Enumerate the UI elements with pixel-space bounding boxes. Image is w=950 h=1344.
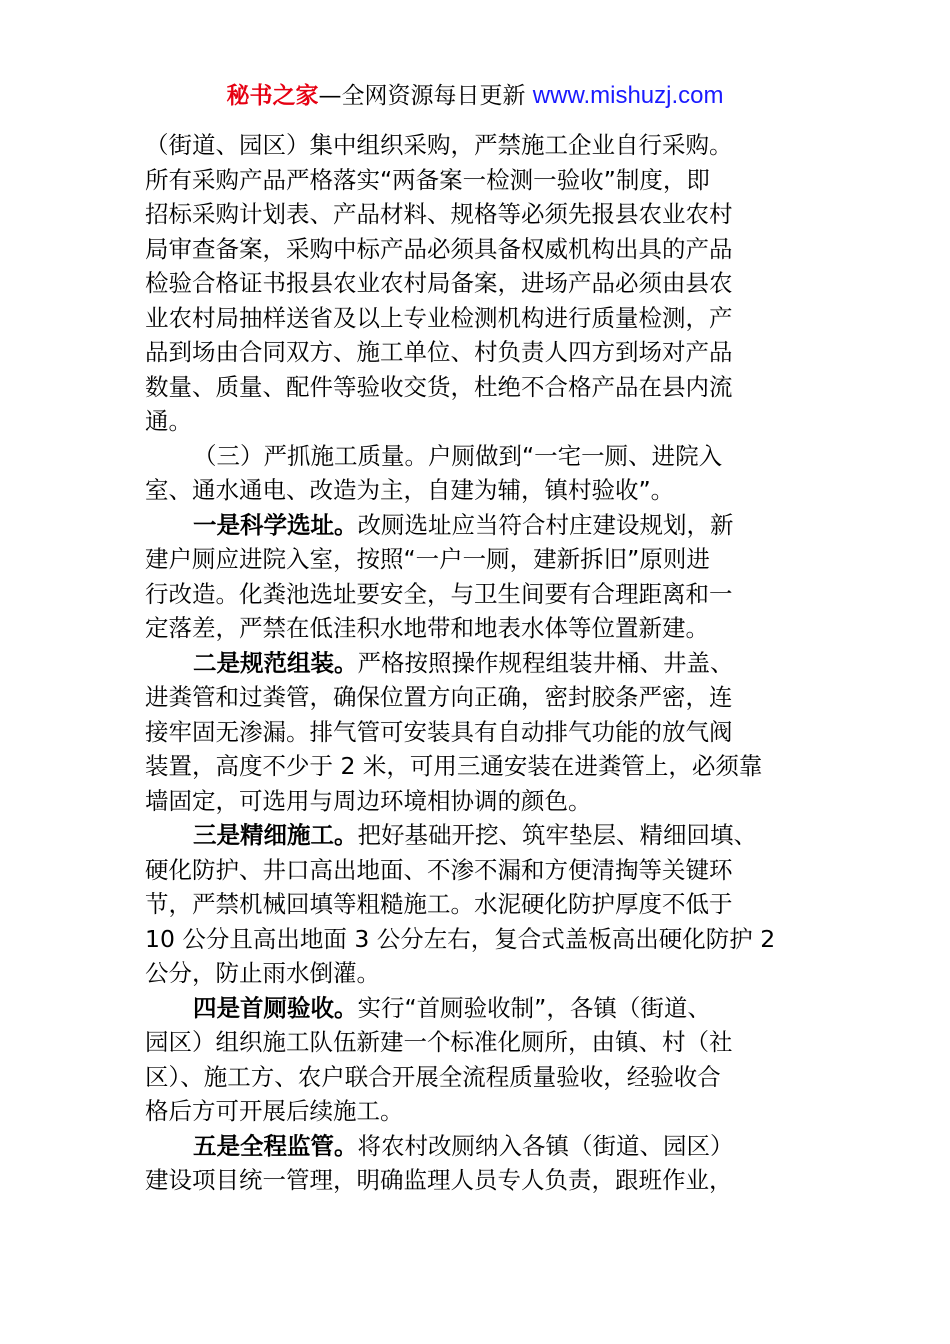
text-line [145, 611, 815, 646]
line-text: 装置，高度不少于 2 米，可用三通安装在进粪管上，必须靠 [145, 752, 763, 780]
line-text: （街道、园区）集中组织采购，严禁施工企业自行采购。 [145, 131, 733, 159]
line-text: （三）严抓施工质量。户厕做到“一宅一厕、进院入 [193, 441, 723, 470]
text-line [145, 128, 815, 163]
line-text: 严格按照操作规程组装井桶、井盖、 [357, 648, 734, 677]
line-text: 格后方可开展后续施工。 [145, 1097, 404, 1125]
page-header [0, 80, 950, 112]
line-text: 行改造。化粪池选址要安全，与卫生间要有合理距离和一 [145, 579, 733, 608]
text-line [145, 301, 815, 336]
text-line [145, 922, 815, 957]
text-line [145, 508, 815, 543]
brand-name: 秘书之家 [226, 83, 319, 109]
line-text: 硬化防护、井口高出地面、不渗不漏和方便清掏等关键环 [145, 855, 733, 884]
line-text: 招标采购计划表、产品材料、规格等必须先报县农业农村 [145, 200, 733, 228]
header-tagline: —全网资源每日更新 [318, 83, 526, 109]
text-line [145, 1060, 815, 1095]
line-text: 把好基础开挖、筑牢垫层、精细回填、 [357, 821, 757, 849]
paragraph-lead: 四是首厕验收。 [193, 993, 358, 1022]
text-line [145, 715, 815, 750]
line-text: 公分，防止雨水倒灌。 [145, 959, 380, 987]
text-line [145, 370, 815, 405]
line-text: 接牢固无渗漏。排气管可安装具有自动排气功能的放气阀 [145, 717, 733, 746]
line-text: 局审查备案，采购中标产品必须具备权威机构出具的产品 [145, 234, 733, 263]
line-text: 10 公分且高出地面 3 公分左右，复合式盖板高出硬化防护 2 [145, 924, 776, 953]
line-text: 通。 [145, 407, 192, 435]
text-line [145, 853, 815, 888]
text-line [145, 1129, 815, 1164]
text-line [145, 439, 815, 474]
line-text: 实行“首厕验收制”，各镇（街道、 [357, 993, 711, 1022]
line-text: 进粪管和过粪管，确保位置方向正确，密封胶条严密，连 [145, 683, 733, 711]
text-line [145, 542, 815, 577]
paragraph-lead: 五是全程监管。 [193, 1131, 358, 1160]
text-line [145, 473, 815, 508]
text-line [145, 404, 815, 439]
text-line [145, 163, 815, 198]
line-text: 节，严禁机械回填等粗糙施工。水泥硬化防护厚度不低于 [145, 890, 733, 918]
line-text: 检验合格证书报县农业农村局备案，进场产品必须由县农 [145, 269, 733, 297]
text-line [145, 818, 815, 853]
text-line [145, 232, 815, 267]
line-text: 建户厕应进院入室，按照“一户一厕，建新拆旧”原则进 [145, 545, 710, 573]
paragraph-lead: 二是规范组装。 [193, 648, 358, 677]
line-text: 将农村改厕纳入各镇（街道、园区） [357, 1131, 734, 1160]
text-line [145, 680, 815, 715]
line-text: 区）、施工方、农户联合开展全流程质量验收，经验收合 [145, 1062, 721, 1091]
line-text: 品到场由合同双方、施工单位、村负责人四方到场对产品 [145, 338, 733, 366]
text-line [145, 266, 815, 301]
site-link[interactable]: www.mishuzj.com [532, 82, 724, 109]
line-text: 业农村局抽样送省及以上专业检测机构进行质量检测，产 [145, 303, 733, 332]
text-line [145, 197, 815, 232]
text-line [145, 1094, 815, 1129]
text-line [145, 956, 815, 991]
line-text: 室、通水通电、改造为主，自建为辅，镇村验收”。 [145, 476, 675, 504]
text-line [145, 991, 815, 1026]
line-text: 建设项目统一管理，明确监理人员专人负责，跟班作业， [145, 1166, 733, 1194]
line-text: 定落差，严禁在低洼积水地带和地表水体等位置新建。 [145, 614, 709, 642]
paragraph-lead: 三是精细施工。 [193, 821, 358, 849]
line-text: 改厕选址应当符合村庄建设规划，新 [357, 510, 734, 539]
text-line [145, 335, 815, 370]
text-line [145, 646, 815, 681]
text-line [145, 577, 815, 612]
line-text: 园区）组织施工队伍新建一个标准化厕所，由镇、村（社 [145, 1028, 733, 1056]
text-line [145, 749, 815, 784]
line-text: 数量、质量、配件等验收交货，杜绝不合格产品在县内流 [145, 372, 733, 401]
line-text: 墙固定，可选用与周边环境相协调的颜色。 [145, 786, 592, 815]
text-line [145, 784, 815, 819]
line-text: 所有采购产品严格落实“两备案一检测一验收”制度，即 [145, 165, 710, 194]
text-line [145, 1163, 815, 1198]
text-line [145, 1025, 815, 1060]
document-body [145, 128, 815, 1198]
text-line [145, 887, 815, 922]
paragraph-lead: 一是科学选址。 [193, 510, 358, 539]
